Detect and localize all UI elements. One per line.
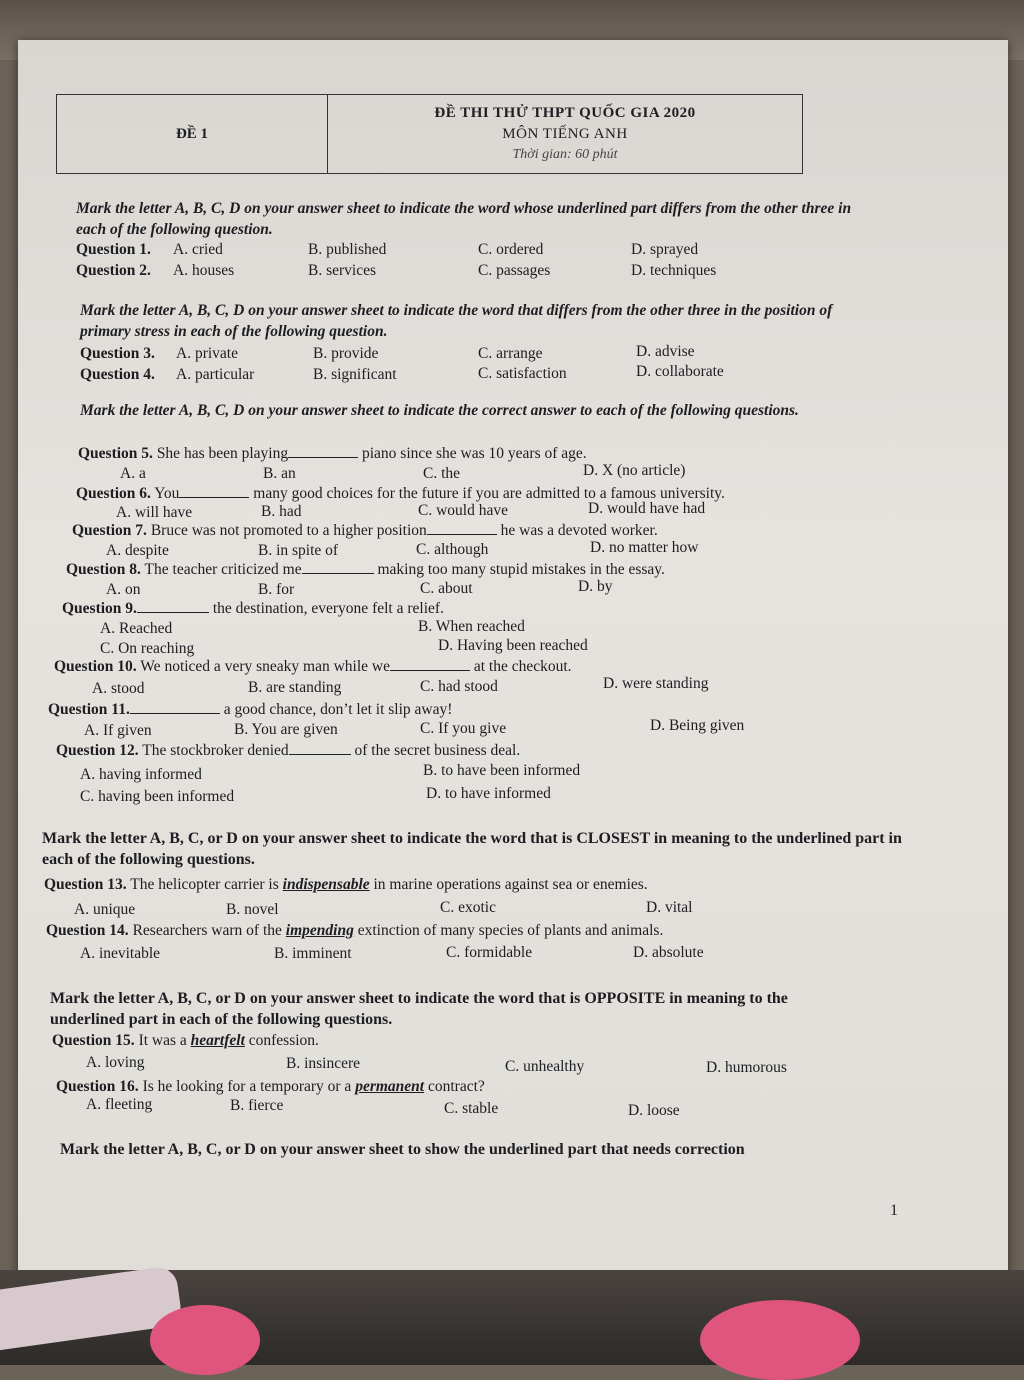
q3-option-b: B. provide: [313, 345, 379, 362]
section-4-instruction: Mark the letter A, B, C, or D on your answer sheet to indicate the word that is CLOSEST in meaning to the underlined part in each of the following questions.: [42, 830, 902, 868]
q11-option-b: B. You are given: [234, 721, 338, 738]
exam-code: ĐỀ 1: [57, 95, 328, 173]
q14-option-a: A. inevitable: [80, 945, 161, 962]
question-10: Question 10. We noticed a very sneaky man while we at the checkout.: [54, 658, 572, 675]
q15-option-a: A. loving: [86, 1054, 145, 1071]
question-4: Question 4.: [80, 366, 155, 383]
pink-object-right: [700, 1300, 860, 1380]
page-number: 1: [890, 1202, 898, 1219]
section-2-instruction: Mark the letter A, B, C, D on your answer sheet to indicate the word that differs from the other three in the position of primary stress in each of the following question.: [80, 302, 833, 340]
q13-option-d: D. vital: [646, 899, 693, 916]
q2-option-c: C. passages: [478, 262, 551, 279]
q4-option-b: B. significant: [313, 366, 397, 383]
q12-option-b: B. to have been informed: [423, 762, 581, 779]
question-12: Question 12. The stockbroker denied of the secret business deal.: [56, 742, 521, 759]
q5-option-d: D. X (no article): [583, 462, 686, 479]
question-2: Question 2.: [76, 262, 151, 279]
q9-option-b: B. When reached: [418, 618, 525, 635]
q15-option-b: B. insincere: [286, 1055, 361, 1072]
q6-option-a: A. will have: [116, 504, 193, 521]
q5-option-c: C. the: [423, 465, 461, 482]
q7-option-d: D. no matter how: [590, 539, 699, 556]
q14-option-c: C. formidable: [446, 944, 533, 961]
q4-option-c: C. satisfaction: [478, 365, 567, 382]
q6-option-c: C. would have: [418, 502, 508, 519]
question-7: Question 7. Bruce was not promoted to a higher position he was a devoted worker.: [72, 522, 658, 539]
q8-option-c: C. about: [420, 580, 473, 597]
q13-option-a: A. unique: [74, 901, 136, 918]
q2-option-b: B. services: [308, 262, 377, 279]
q1-option-a: A. cried: [173, 241, 223, 258]
q9-option-a: A. Reached: [100, 620, 173, 637]
q11-option-c: C. If you give: [420, 720, 507, 737]
question-3: Question 3.: [80, 345, 155, 362]
exam-header: [56, 94, 803, 174]
exam-time: Thời gian: 60 phút: [512, 147, 618, 162]
question-1: Question 1.: [76, 241, 151, 258]
q1-option-c: C. ordered: [478, 241, 544, 258]
q3-option-d: D. advise: [636, 343, 695, 360]
q11-option-a: A. If given: [84, 722, 152, 739]
q12-option-c: C. having been informed: [80, 788, 235, 805]
q16-option-d: D. loose: [628, 1102, 680, 1119]
q5-option-b: B. an: [263, 465, 296, 482]
q15-option-c: C. unhealthy: [505, 1058, 585, 1075]
question-15: Question 15. It was a heartfelt confession.: [52, 1032, 319, 1049]
q15-option-d: D. humorous: [706, 1059, 787, 1076]
question-9: Question 9. the destination, everyone felt a relief.: [62, 600, 444, 617]
section-5-instruction: Mark the letter A, B, C, or D on your answer sheet to indicate the word that is OPPOSITE in meaning to the underlined part in each of the following questions.: [50, 990, 788, 1028]
q10-option-b: B. are standing: [248, 679, 342, 696]
exam-title-block: [328, 95, 802, 173]
q1-option-b: B. published: [308, 241, 387, 258]
question-16: Question 16. Is he looking for a temporary or a permanent contract?: [56, 1078, 485, 1095]
exam-title: ĐỀ THI THỬ THPT QUỐC GIA 2020: [434, 105, 696, 121]
question-8: Question 8. The teacher criticized me making too many stupid mistakes in the essay.: [66, 561, 665, 578]
q16-option-a: A. fleeting: [86, 1096, 153, 1113]
question-6: Question 6. You many good choices for the future if you are admitted to a famous university.: [76, 485, 725, 502]
q7-option-b: B. in spite of: [258, 542, 339, 559]
question-11: Question 11. a good chance, don’t let it slip away!: [48, 701, 453, 718]
q2-option-a: A. houses: [173, 262, 235, 279]
section-1-instruction: Mark the letter A, B, C, D on your answer sheet to indicate the word whose underlined part differs from the other three in each of the following question.: [76, 200, 852, 238]
q12-option-d: D. to have informed: [426, 785, 551, 802]
q3-option-c: C. arrange: [478, 345, 543, 362]
question-13: Question 13. The helicopter carrier is indispensable in marine operations against sea or enemies.: [44, 876, 648, 893]
exam-paper: [18, 40, 1008, 1285]
q10-option-c: C. had stood: [420, 678, 498, 695]
q4-option-d: D. collaborate: [636, 363, 724, 380]
q4-option-a: A. particular: [176, 366, 255, 383]
q7-option-c: C. although: [416, 541, 489, 558]
section-6-instruction: Mark the letter A, B, C, or D on your answer sheet to show the underlined part that needs correction: [60, 1141, 745, 1158]
q12-option-a: A. having informed: [80, 766, 202, 783]
q8-option-a: A. on: [106, 581, 141, 598]
q13-option-b: B. novel: [226, 901, 279, 918]
q6-option-d: D. would have had: [588, 500, 706, 517]
section-3-instruction: Mark the letter A, B, C, D on your answer sheet to indicate the correct answer to each of the following questions.: [80, 402, 799, 419]
q9-option-c: C. On reaching: [100, 640, 195, 657]
exam-subject: MÔN TIẾNG ANH: [502, 126, 628, 142]
q9-option-d: D. Having been reached: [438, 637, 588, 654]
q5-option-a: A. a: [120, 465, 146, 482]
question-14: Question 14. Researchers warn of the impending extinction of many species of plants and animals.: [46, 922, 664, 939]
q16-option-c: C. stable: [444, 1100, 499, 1117]
q1-option-d: D. sprayed: [631, 241, 699, 258]
q13-option-c: C. exotic: [440, 899, 496, 916]
q10-option-d: D. were standing: [603, 675, 709, 692]
q6-option-b: B. had: [261, 503, 302, 520]
q16-option-b: B. fierce: [230, 1097, 284, 1114]
q8-option-b: B. for: [258, 581, 295, 598]
q2-option-d: D. techniques: [631, 262, 717, 279]
q11-option-d: D. Being given: [650, 717, 745, 734]
q14-option-b: B. imminent: [274, 945, 352, 962]
q3-option-a: A. private: [176, 345, 238, 362]
question-5: Question 5. She has been playing piano since she was 10 years of age.: [78, 445, 587, 462]
q10-option-a: A. stood: [92, 680, 145, 697]
q8-option-d: D. by: [578, 578, 613, 595]
q14-option-d: D. absolute: [633, 944, 704, 961]
q7-option-a: A. despite: [106, 542, 169, 559]
